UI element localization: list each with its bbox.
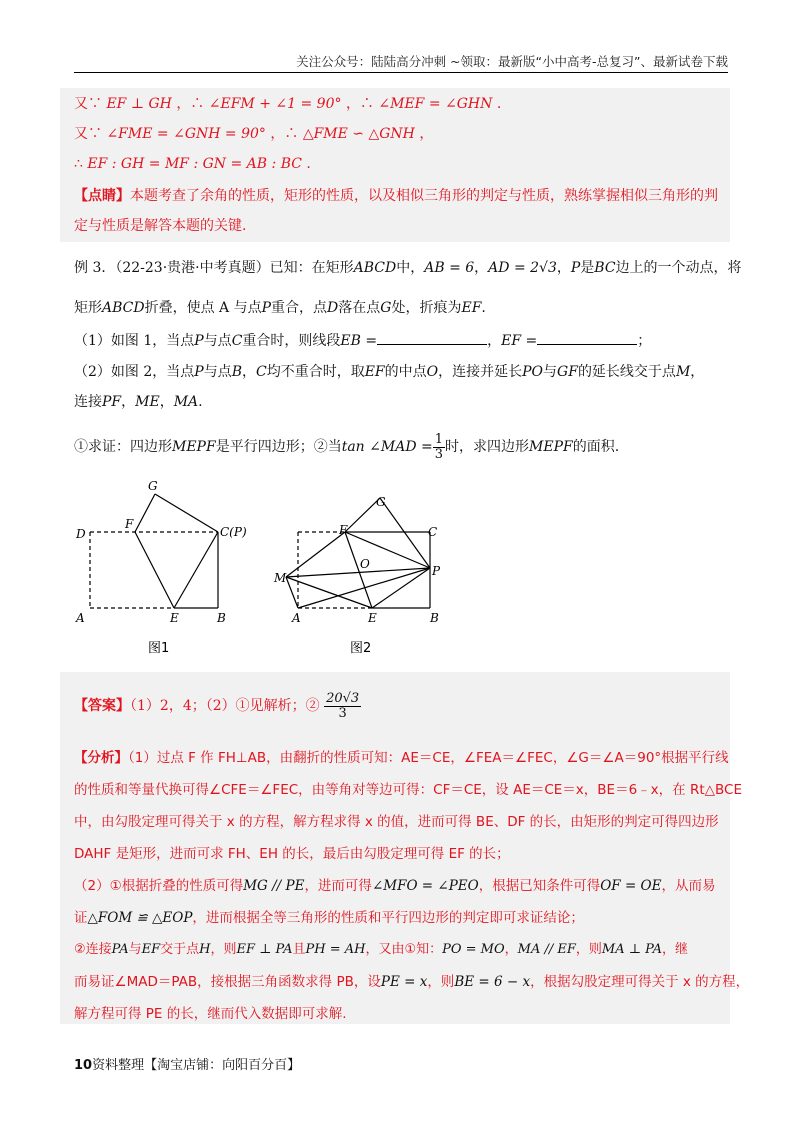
comment-line-2	[74, 216, 246, 236]
text: 与	[128, 942, 142, 957]
text: 而易证∠MAD＝PAB，接根据三角函数求得 PB，设	[74, 974, 381, 990]
comment-tag: 【点睛】	[74, 188, 130, 204]
math: P	[194, 333, 204, 349]
math: EF ⊥ PA	[236, 942, 293, 957]
text: ，∴	[270, 126, 299, 142]
question-2-cont	[74, 392, 203, 412]
math: OF = OE	[600, 878, 662, 894]
math: PE = x	[380, 974, 428, 990]
text: 且	[292, 942, 306, 957]
math: MEPF	[529, 439, 573, 455]
fig1-label-b: B	[217, 611, 226, 625]
math: AD = 2√3	[488, 260, 557, 276]
fig1-label-g: G	[148, 480, 158, 493]
text: 是	[580, 260, 595, 276]
text: .	[306, 156, 311, 172]
answer-fraction	[324, 692, 361, 721]
numerator: 20√3	[326, 690, 360, 706]
text: 均不重合时，取	[266, 364, 365, 380]
math: PA	[111, 942, 129, 957]
geometry-figures	[60, 480, 480, 660]
math: P	[261, 300, 272, 316]
proof-line-3	[74, 154, 311, 174]
math: GF	[557, 364, 578, 380]
fig2-label-a: A	[292, 611, 301, 625]
fig2-fg	[345, 498, 380, 532]
math: C	[255, 364, 267, 380]
text: ；	[637, 333, 652, 349]
analysis-line-7	[74, 934, 724, 966]
text: （1）如图 1，当点	[74, 333, 195, 349]
text: ，	[487, 333, 502, 349]
text: 与点	[203, 333, 232, 349]
math: M	[675, 364, 691, 380]
analysis-line-3: 中，由勾股定理可得关于 x 的方程，解方程求得 x 的值，进而可得 BE、DF 的长，由矩形的判定可得四边形	[74, 814, 719, 830]
numerator: 1	[434, 431, 444, 447]
page-footer	[74, 1054, 300, 1073]
math: BE = 6 − x	[454, 974, 531, 990]
answer-blank-eb[interactable]	[377, 330, 487, 345]
math: MA // EF	[517, 942, 576, 957]
text: ，	[159, 394, 174, 410]
text: ，则	[427, 974, 455, 990]
fig1-fg	[135, 494, 155, 532]
math: tan ∠MAD =	[341, 439, 433, 455]
text: 连接	[74, 394, 102, 410]
fig1-label-f: F	[125, 517, 134, 531]
math: MA ⊥ PA	[601, 942, 663, 957]
math: EF : GH = MF : GN = AB : BC	[87, 156, 302, 172]
text: ，	[474, 260, 489, 276]
fig1-label-d: D	[76, 527, 86, 541]
fig1-gc	[155, 494, 218, 532]
analysis-line-1	[74, 742, 729, 774]
math: P	[570, 260, 581, 276]
fig2-label-b: B	[430, 611, 439, 625]
proof-line-2	[74, 124, 433, 144]
fig2-label-m: M	[274, 571, 287, 585]
question-1	[74, 330, 651, 351]
analysis-line-6	[74, 902, 724, 934]
text: ，从而易	[661, 878, 716, 894]
answer-analysis-block	[60, 672, 750, 1024]
answer-line	[74, 684, 361, 728]
math: P	[194, 364, 204, 380]
text: 又∵	[74, 96, 102, 112]
question-2	[74, 362, 704, 382]
text: ，进而根据全等三角形的性质和平行四边形的判定即可求证结论；	[192, 910, 584, 926]
fig2-label-g: G	[376, 495, 386, 509]
text: 重合，点	[271, 300, 328, 316]
text: 边上的一个动点，将	[615, 260, 742, 276]
answer-blank-ef[interactable]	[537, 330, 637, 345]
math: EF	[141, 942, 161, 957]
fig1-label-a: A	[76, 611, 85, 625]
text: ，∴	[176, 96, 205, 112]
text: ，根据勾股定理可得关于 x 的方程，	[530, 974, 750, 990]
text: （1）过点 F 作 FH⊥AB，由翻折的性质可知：AE＝CE，∠FEA＝∠FEC，∠G＝∠A＝90°根据平行线	[128, 750, 729, 766]
text: 的延长线交于点	[577, 364, 676, 380]
math: BC	[594, 260, 616, 276]
math: EF	[461, 300, 482, 316]
text: .	[496, 96, 502, 112]
text: ，	[504, 942, 518, 957]
fig2-mf	[286, 532, 345, 577]
text: 的面积.	[572, 439, 620, 455]
example-line-2	[74, 298, 486, 318]
text: 与	[543, 364, 558, 380]
math: AB = 6	[424, 260, 475, 276]
text: 重合时，则线段	[242, 333, 341, 349]
fig2-caption: 图2	[350, 641, 372, 656]
analysis-line-5	[74, 870, 724, 902]
text: ，进而可得	[304, 878, 372, 894]
comment-line-1	[74, 186, 718, 206]
page-header: 关注公众号：陆陆高分冲刺 ~领取：最新版“小中高考-总复习”、最新试卷下载	[296, 54, 728, 69]
math: PF	[102, 394, 122, 410]
text: ，∴	[345, 96, 374, 112]
text: 又∵	[74, 126, 102, 142]
analysis-line-9: 解方程可得 PE 的长，继而代入数据即可求解.	[74, 1006, 347, 1022]
math: ∠FME = ∠GNH = 90°	[106, 126, 266, 142]
text: 中，	[396, 260, 425, 276]
math: EF ⊥ GH	[106, 96, 172, 112]
math: MG // PE	[243, 878, 305, 894]
fig2-ma	[286, 577, 298, 608]
fig1-label-cp: C(P)	[220, 525, 247, 539]
text: 折叠，使点 A 与点	[144, 300, 262, 316]
math: ABCD	[353, 260, 397, 276]
text: ，连接并延长	[438, 364, 523, 380]
analysis-line-8	[74, 966, 750, 998]
math: MEPF	[172, 439, 216, 455]
math: ME	[135, 394, 160, 410]
analysis-line-4: DAHF 是矩形，进而可求 FH、EH 的长，最后由勾股定理可得 EF 的长；	[74, 846, 510, 862]
text: （2）如图 2，当点	[74, 364, 195, 380]
fig2-label-c: C	[428, 525, 438, 539]
page-number: 10	[74, 1058, 93, 1073]
figure-1	[90, 494, 218, 608]
fig2-me	[286, 577, 372, 608]
math: EF =	[501, 333, 538, 349]
math: PO = MO	[442, 942, 505, 957]
fig2-ep	[372, 568, 430, 608]
text: ，则	[210, 942, 237, 957]
text: 交于点	[160, 942, 200, 957]
text: ，	[556, 260, 571, 276]
text: .	[198, 394, 203, 410]
math: EB =	[340, 333, 378, 349]
fraction-one-third	[433, 433, 445, 462]
text: ，	[121, 394, 136, 410]
math: C	[231, 333, 243, 349]
math: △FOM ≌ △EOP	[87, 910, 193, 926]
header-rule	[74, 72, 728, 73]
text: ，则	[575, 942, 602, 957]
proof-line-1	[74, 94, 501, 114]
math: MA	[173, 394, 199, 410]
fig2-label-f: F	[339, 523, 348, 537]
math: PH = AH	[305, 942, 366, 957]
math: EF	[364, 364, 385, 380]
fig1-label-e: E	[170, 611, 179, 625]
text: 是平行四边形；②当	[215, 439, 342, 455]
analysis-text	[74, 742, 750, 1030]
fig1-ec	[174, 532, 218, 608]
fig2-label-p: P	[432, 564, 441, 578]
text: 本题考查了余角的性质，矩形的性质，以及相似三角形的判定与性质，熟练掌握相似三角形的判	[130, 188, 718, 204]
math: ABCD	[102, 300, 145, 316]
text: ，	[690, 364, 705, 380]
text: 定与性质是解答本题的关键.	[74, 218, 247, 234]
text: ∴	[74, 156, 83, 172]
text: 矩形	[74, 300, 102, 316]
math: ∠MEF = ∠GHN	[378, 96, 493, 112]
fig1-caption: 图1	[148, 641, 170, 656]
text: ，	[419, 126, 434, 142]
math: H	[199, 942, 211, 957]
fig2-label-e: E	[368, 611, 377, 625]
math: PO	[522, 364, 544, 380]
figure-2	[286, 498, 430, 608]
text: （2）①根据折叠的性质可得	[74, 878, 244, 894]
text: 的中点	[384, 364, 427, 380]
text: 例 3．（22-23·贵港·中考真题）已知：在矩形	[74, 260, 354, 276]
text: ①求证：四边形	[74, 439, 172, 455]
denominator: 3	[434, 446, 444, 462]
text: 证	[74, 910, 88, 926]
text: 处，折痕为	[391, 300, 462, 316]
math: ∠EFM + ∠1 = 90°	[208, 96, 342, 112]
figure-1-labels	[75, 480, 247, 625]
text: ，根据已知条件可得	[478, 878, 601, 894]
math: O	[426, 364, 439, 380]
text: ②连接	[74, 942, 112, 957]
text: ，继	[662, 942, 689, 957]
text: 落在点	[338, 300, 381, 316]
fig1-fe	[135, 532, 174, 608]
math: D	[327, 300, 339, 316]
analysis-tag: 【分析】	[74, 750, 128, 766]
text: ，	[241, 364, 256, 380]
analysis-line-2: 的性质和等量代换可得∠CFE＝∠FEC，由等角对等边可得：CF＝CE，设 AE＝CE＝x，BE＝6﹣x，在 Rt△BCE	[74, 782, 742, 798]
math: ∠MFO = ∠PEO	[371, 878, 479, 894]
example-line-1	[74, 258, 742, 278]
question-2-parts	[74, 430, 619, 464]
text: ，又由①知：	[365, 942, 443, 957]
text: 时，求四边形	[445, 439, 530, 455]
text: 与点	[203, 364, 232, 380]
math: B	[231, 364, 242, 380]
text: .	[481, 300, 486, 316]
fig2-label-o: O	[360, 557, 370, 571]
denominator: 3	[338, 705, 347, 721]
answer-text: （1）2，4；（2）①见解析；②	[130, 698, 320, 714]
math: △FME ∽ △GNH	[302, 126, 415, 142]
answer-tag: 【答案】	[74, 698, 130, 714]
solution-continuation	[60, 88, 730, 242]
math: G	[380, 300, 392, 316]
footer-text: 资料整理【淘宝店铺：向阳百分百】	[92, 1058, 301, 1073]
